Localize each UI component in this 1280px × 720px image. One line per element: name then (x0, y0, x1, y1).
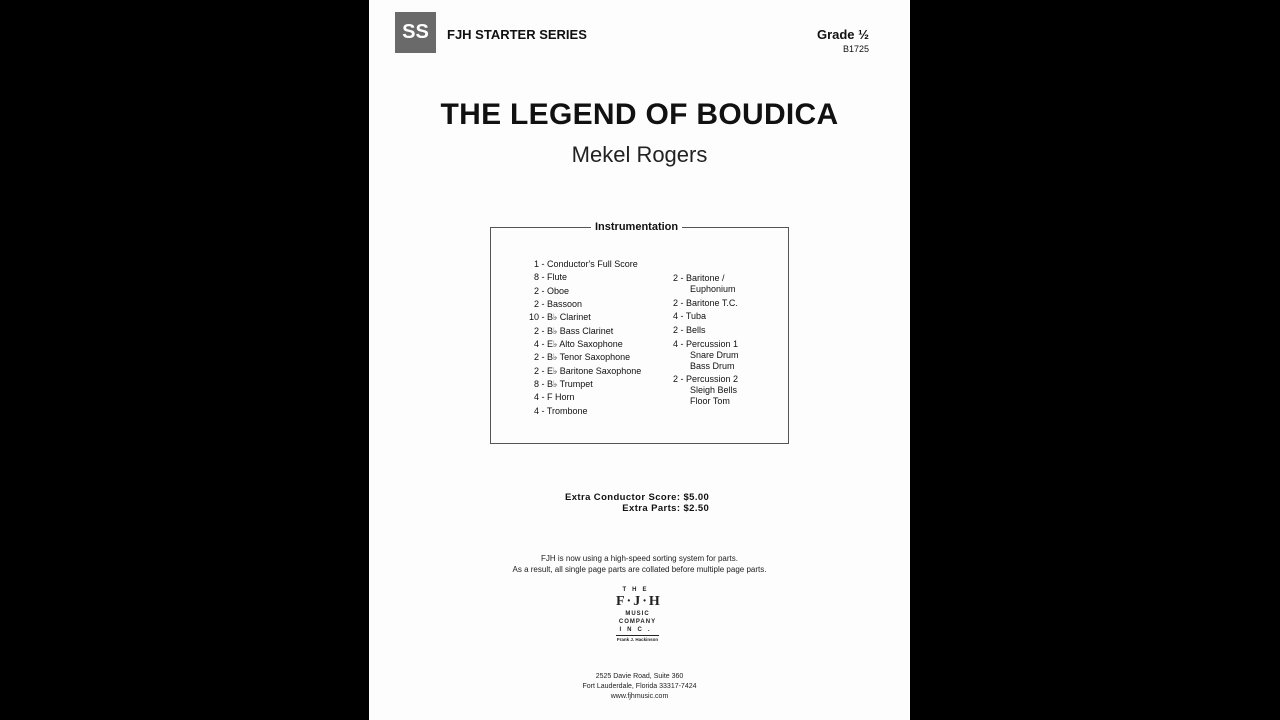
score-cover-page (369, 0, 910, 720)
instrument-quantity: 8 (533, 379, 539, 390)
series-name: FJH STARTER SERIES (447, 27, 587, 42)
instrumentation-left-column (527, 258, 641, 418)
instrument-quantity: 2 (533, 352, 539, 363)
fjh-logo (616, 586, 662, 643)
instrument-name: Bassoon (547, 299, 583, 310)
instrument-quantity: 1 (533, 259, 539, 269)
instrument-quantity: 4 (673, 338, 679, 349)
instrument-subpart: Floor Tom (690, 395, 730, 406)
sorting-notice (369, 553, 910, 575)
instrument-item: 2 - B♭ Tenor Saxophone (527, 351, 641, 364)
instrument-name: F Horn (547, 392, 575, 403)
logo-the: THE (622, 587, 653, 593)
instrument-quantity: 2 (673, 374, 679, 385)
instrument-item: 4 - Trombone (527, 405, 641, 418)
instrument-name: B♭ Clarinet (547, 312, 591, 323)
instrument-name: Percussion 1 (686, 338, 739, 349)
instrument-item: 2 - Percussion 2 Sleigh Bells Floor Tom (673, 374, 739, 406)
instrument-name: E♭ Baritone Saxophone (547, 365, 642, 376)
logo-fjh: F·J·H (616, 594, 662, 609)
instrument-item: 8 - Flute (527, 271, 641, 284)
instrument-name: Oboe (547, 285, 570, 296)
instrument-name: Bells (686, 325, 706, 336)
instrument-name: B♭ Trumpet (547, 379, 593, 390)
instrument-item: 4 - Tuba (673, 311, 707, 322)
instrument-item: 2 - Baritone T.C. (673, 297, 738, 308)
catalog-number: B1725 (842, 44, 869, 54)
instrument-name: Baritone T.C. (686, 297, 738, 308)
instrument-quantity: 2 (673, 325, 679, 336)
instrument-item: 2 - Oboe (527, 285, 641, 298)
instrument-name: Trombone (546, 405, 588, 416)
instrument-item: 2 - E♭ Baritone Saxophone (527, 365, 641, 378)
instrument-item: 2 - Bassoon (527, 298, 641, 311)
address-line-2: Fort Lauderdale, Florida 33317-7424 (582, 683, 697, 690)
instrument-name: Tuba (685, 311, 707, 322)
instrument-name: E♭ Alto Saxophone (547, 339, 623, 350)
instrument-subpart: Euphonium (690, 283, 736, 294)
instrument-subpart: Bass Drum (690, 360, 735, 371)
grade-level: Grade ½ (816, 27, 869, 42)
instrument-quantity: 8 (533, 272, 539, 283)
logo-divider (616, 635, 659, 636)
piece-title: THE LEGEND OF BOUDICA (440, 98, 839, 131)
instrument-item: 2 - Baritone / Euphonium (673, 273, 739, 295)
price-info (565, 492, 709, 514)
instrument-quantity: 2 (533, 285, 539, 296)
extra-parts-price: Extra Parts: $2.50 (622, 503, 710, 514)
instrument-item: 1 - Conductor's Full Score (527, 258, 641, 271)
instrument-item: 4 - Percussion 1 Snare Drum Bass Drum (673, 338, 739, 371)
extra-conductor-price: Extra Conductor Score: $5.00 (565, 492, 710, 503)
instrumentation-right-column (673, 273, 739, 410)
instrument-quantity: 4 (533, 405, 539, 416)
logo-company: COMPANY (618, 619, 657, 625)
instrumentation-box (490, 221, 789, 444)
logo-inc: INC. (619, 627, 656, 633)
instrument-quantity: 2 (533, 325, 539, 336)
instrument-quantity: 4 (533, 339, 539, 350)
instrument-name: B♭ Tenor Saxophone (547, 352, 631, 363)
instrument-quantity: 4 (533, 392, 539, 403)
instrument-item: 2 - B♭ Bass Clarinet (527, 325, 641, 338)
address-line-1: 2525 Davie Road, Suite 360 (595, 673, 684, 680)
publisher-address (369, 672, 910, 702)
instrument-quantity: 2 (673, 297, 679, 308)
logo-music: MUSIC (625, 611, 650, 617)
instrument-item: 2 - Bells (673, 325, 706, 336)
website: www.fjhmusic.com (610, 693, 669, 700)
logo-signature: Frank J. Hackinson (616, 637, 659, 642)
instrument-quantity: 10 (528, 312, 539, 323)
instrument-subpart: Sleigh Bells (690, 385, 738, 396)
starter-series-badge: SS (395, 12, 436, 53)
instrument-name: Percussion 2 (686, 374, 739, 385)
instrument-subpart: Snare Drum (690, 349, 739, 360)
composer-name: Mekel Rogers (571, 142, 708, 167)
instrument-name: B♭ Bass Clarinet (547, 325, 614, 336)
notice-line-2: As a result, all single page parts are collated before multiple page parts. (512, 565, 767, 574)
instrument-quantity: 4 (673, 311, 679, 322)
instrument-item: 4 - F Horn (527, 391, 641, 404)
instrument-item: 10 - B♭ Clarinet (527, 311, 641, 324)
notice-line-1: FJH is now using a high-speed sorting system for parts. (541, 554, 738, 563)
instrument-name: Baritone / (686, 273, 725, 283)
instrument-quantity: 2 (673, 273, 679, 283)
instrument-item: 4 - E♭ Alto Saxophone (527, 338, 641, 351)
instrument-quantity: 2 (533, 299, 539, 310)
instrumentation-heading: Instrumentation (591, 221, 682, 233)
instrument-quantity: 2 (533, 365, 539, 376)
instrument-item: 8 - B♭ Trumpet (527, 378, 641, 391)
instrument-name: Flute (547, 272, 568, 283)
instrument-name: Conductor's Full Score (547, 259, 638, 269)
